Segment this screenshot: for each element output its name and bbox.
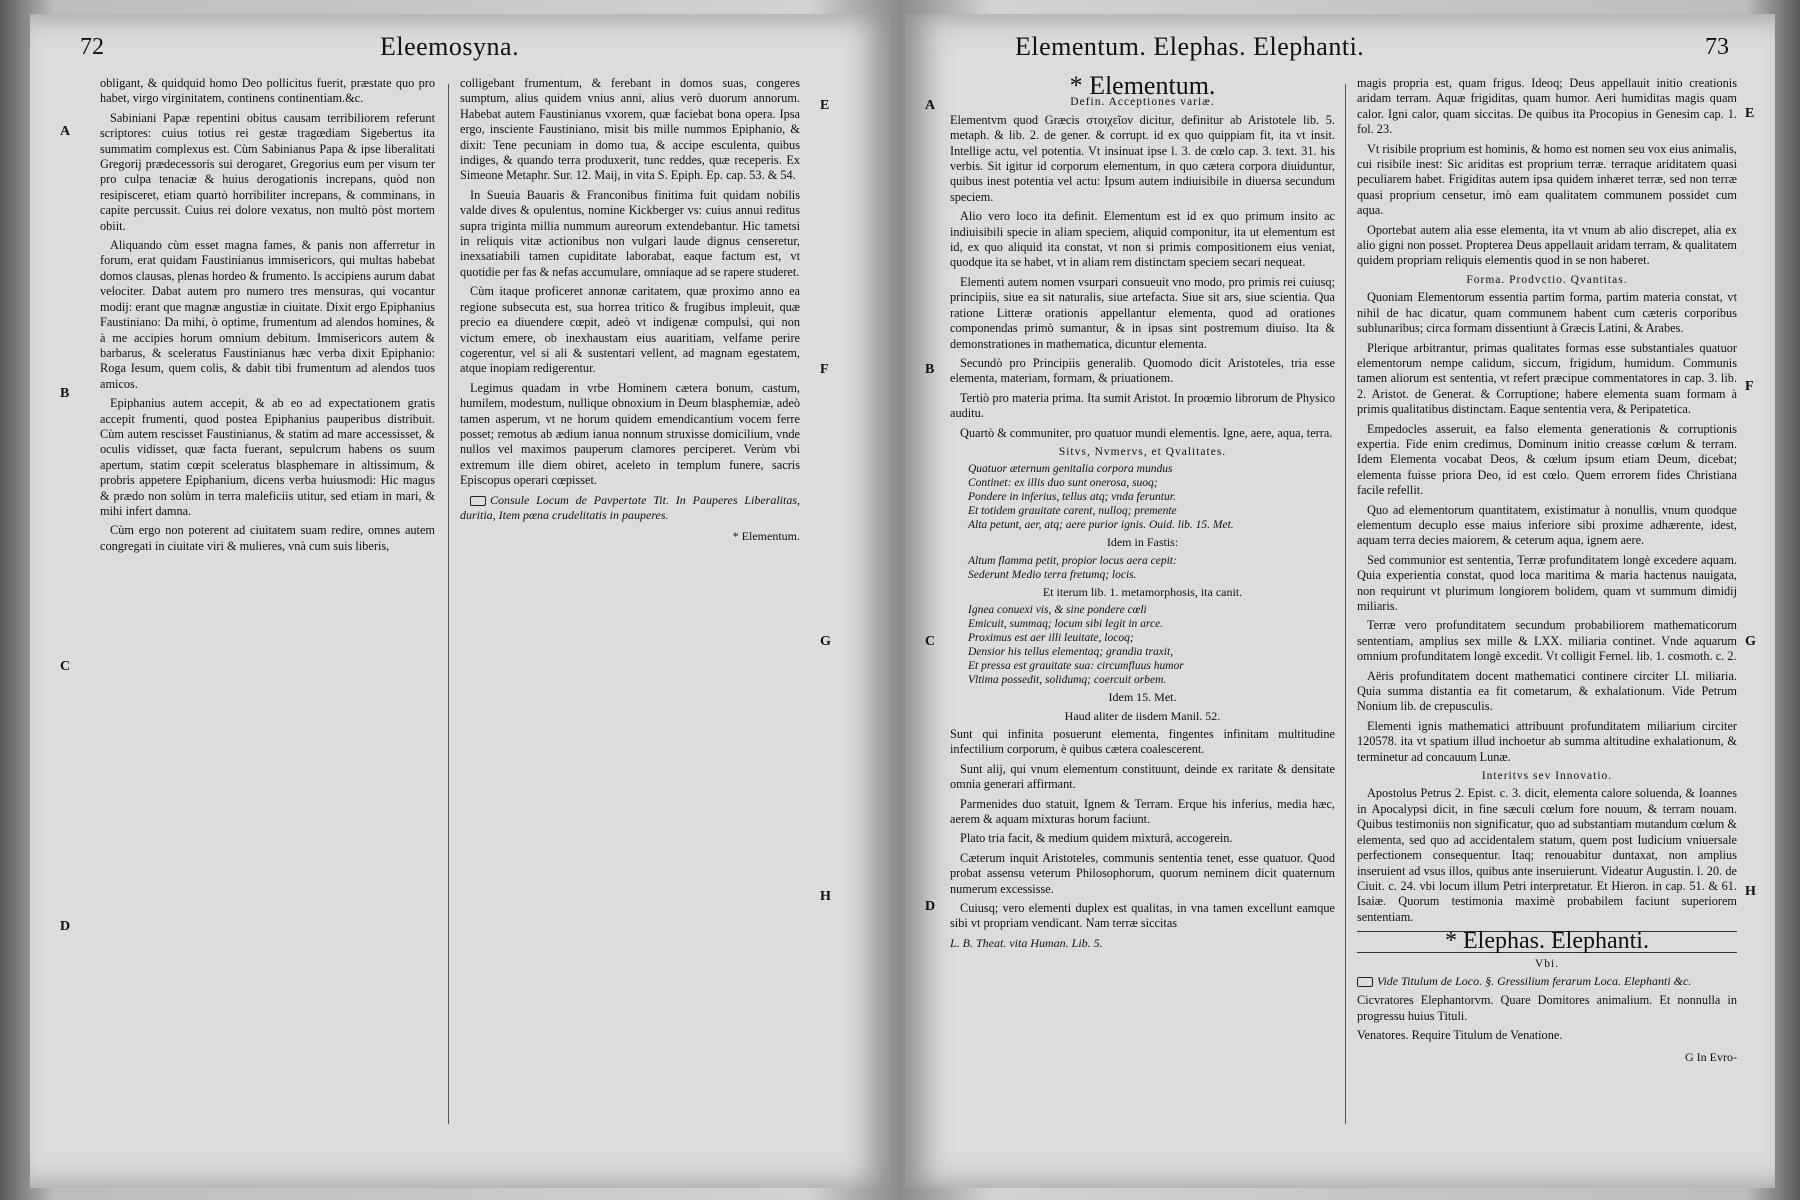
verse-line: Proximus est aer illi leuitate, locoq;: [968, 632, 1134, 645]
paragraph: Elementi ignis mathematici attribuunt profunditatem miliarium circiter 120578. ita vt spatium illud inchoetur ab summa altitudine exhalationum, & terminetur ad concauum Lunæ.: [1357, 718, 1737, 764]
left-page: [30, 14, 890, 1188]
paragraph: Plato tria facit, & medium quidem mixturâ, accogerein.: [960, 831, 1233, 846]
verse-block: [950, 603, 1335, 687]
verse-heading: Et iterum lib. 1. metamorphosis, ita canit.: [1042, 584, 1243, 599]
verse-heading: Idem 15. Met.: [1108, 690, 1177, 705]
verse-block: [950, 554, 1335, 582]
margin-letter-b: B: [60, 386, 70, 401]
verse-line: Continet: ex illis duo sunt onerosa, suoq;: [968, 477, 1158, 490]
paragraph: Alio vero loco ita definit. Elementum est id ex quo primum insito ac indiuisibili specie in aliam speciem, aliquid componitur, ita ut elementum est id, ex quo aliquid ita constat, vt non si primis compositionem eius veniat, quodque ita se habet, vt in aliam rem distinctam speciem secari nequeat.: [950, 209, 1335, 270]
paragraph: Elementvm quod Græcis στοιχεῖον dicitur, definitur ab Aristotele lib. 5. metaph. & lib. 2. de gener. & corrupt. id ex quo quippiam fit, ita vt insit. Intellige actu, vel potentia. Vt insinuat ipse l. 3. de cœlo cap. 3. text. 31. his verbis. Sit igitur id corporum elementum, in quo cætera corpora diuiduntur, quibus inest potentia vel actu: Ipsum autem indiuisibile in diuersa secundum speciem.: [950, 112, 1335, 204]
paragraph: Empedocles asseruit, ea falso elementa generationis & corruptionis expertia. Fide enim credimus, Dominum initio creasse cœlum & terram. Idem Elementa vocabat Deos, & cœlum ipsum etiam Deum, dicebat; elementa fuisse priora Deo, id est cœlo. Quem errorem fides Christiana facile refellit.: [1357, 421, 1737, 498]
left-column-2: [460, 76, 800, 1166]
subheading: Defin. Acceptiones variæ.: [1070, 96, 1215, 109]
paragraph: Parmenides duo statuit, Ignem & Terram. Erque his inferius, media hæc, aerem & aquam mixturas horum faciunt.: [950, 796, 1335, 826]
pointing-hand-icon: [470, 496, 486, 506]
margin-letter-a: A: [60, 124, 71, 139]
outer-letter-g: G: [1745, 634, 1756, 649]
page-number-right: 73: [1705, 34, 1729, 60]
verse-line: Et totidem grauitate carent, nulloq; premente: [968, 505, 1177, 518]
outer-letter-f: F: [1745, 379, 1754, 394]
paragraph: Legimus quadam in vrbe Hominem cætera bonum, castum, humilem, modestum, nullique obnoxium in Deum blasphemiæ, adeò tamen asperum, vt ne horum quidem emendicantium vocem ferre posset; remotus ab ædium ianua nonnum struxisse domicilium, vnde nullos vel maximos pauperum clamores perciperet. Verùm vbi extremum ille diem obiret, aceleto in templum funere, sacris Episcopus operari cœpisset.: [460, 380, 800, 488]
paragraph: Cicvratores Elephantorvm. Quare Domitores animalium. Et nonnulla in progressu huius Tituli.: [1357, 993, 1737, 1023]
paragraph: In Sueuia Bauaris & Franconibus finitima fuit quidam nobilis valde dives & opulentus, nomine Kickberger vs: cuius annui reditus supra triginta millia nummum aureorum extendebantur. Hic tametsi in reliquis vitæ actionibus non vulgari laude dignus censeretur, inexsatiabili tamen cupiditate laborabat, eaque factum est, vt quotidie per fas & nefas accumulare, omniaque ad se rapere studeret.: [460, 187, 800, 279]
paragraph: Epiphanius autem accepit, & ab eo ad expectationem gratis accepit frumenti, quod postea Epiphanius pauperibus distribuit. Cùm autem rescisset Faustinianus, & statim ad mare accessisset, & oculis vidisset, quæ facta fuerant, sepulcrum habens os suum apertum, statim cœpit sceleratus blasphemare in altissimum, & probris appetere Epiphanium, dicens verba huiusmodi: Hic magus & prædo non solùm in terra maleficiis utitur, sed etiam in mari, & mihi infert damna.: [100, 396, 435, 518]
section-heading-elementum: * Elementum.: [1069, 76, 1216, 100]
left-column-1: [100, 76, 435, 1166]
right-column-2: [1357, 76, 1737, 1176]
verse-heading: Haud aliter de iisdem Manil. 52.: [1064, 708, 1221, 723]
verse-line: Et pressa est grauitate sua: circumfluus humor: [968, 660, 1184, 673]
paragraph: Terræ vero profunditatem secundum probabiliorem mathematicorum sententiam, amplius sex mille & LXX. miliaria continet. Vnde aquarum omnium profunditatem longè excedit. Vt colligit Fernel. lib. 1. cosmoth. c. 2.: [1357, 618, 1737, 664]
margin-letter-c: C: [60, 659, 71, 674]
paragraph: Apostolus Petrus 2. Epist. c. 3. dicit, elementa calore soluenda, & Ioannes in Apocalypsi dicit, in fine sæculi cœlum fore nouum, & terram nouam. Quibus testimoniis non significatur, quo ad substantiam mutandum cœlum & elementa, sed quo ad accidentalem statum, quem post Iudicium vniuersale perfectionem consequentur. Itaq; renouabitur duntaxat, non amplius inseruient ad vsus illos, quibus ante inseruierunt. Videatur Augustin. l. 20. de Ciuit. c. 24. vbi locum illum Petri interpretatur. Et Hieron. in cap. 51. & 61. Isaiæ. Quorum testimonia maximè probabilem faciunt superiorem sententiam.: [1357, 786, 1737, 924]
paragraph: Elementi autem nomen vsurpari consueuit vno modo, pro primis rei cuiusq; principiis, siue ea sit naturalis, siue artefacta. Siue sit ars, siue scientia. Qua ratione Litteræ orationis appellantur elementa, quod ad orationes componendas primò sumantur, & in ipsas sint postremum diuiso. Ita & demonstrationes in mathematica, dicuntur elementa.: [950, 274, 1335, 351]
verse-line: Sederunt Medio terra fretumq; locis.: [968, 568, 1137, 581]
paragraph: Sunt qui infinita posuerunt elementa, fingentes infinitam multitudine infectilium corporum, è quibus cætera coalescerent.: [950, 726, 1335, 757]
verse-line: Densior his tellus elementaq; grandia traxit,: [968, 646, 1174, 659]
paragraph: magis propria est, quam frigus. Ideoq; Deus appellauit initio creationis aridam terram. Aquæ frigiditas, quam humor. Aeri humiditas magis quam calor. Igni calor, quam siccitas. De quibus ita Procopius in Genesim cap. 1. fol. 23.: [1357, 76, 1737, 137]
paragraph: Venatores. Require Titulum de Venatione.: [1357, 1028, 1563, 1043]
margin-letter-d: D: [925, 899, 936, 914]
outer-letter-h: H: [1745, 884, 1756, 899]
paragraph: Quo ad elementorum quantitatem, existimatur à nonullis, vnum quodque elementum decuplo esse maius inferiore sibi proxime adhærente, idest, aquam terra decies maiorem, & ceterum aqua, ignem aere.: [1357, 502, 1737, 548]
paragraph: Vt risibile proprium est hominis, & homo est nomen seu vox eius animalis, cui risibile inest: Sic ariditas est proprium terræ. terraque ariditatem quasi peculiarem habet. Frigiditas autem ipsa quidem inhæret terræ, sed non terræ quasi proprium censetur, imò eam qualitatem communem possidet cum aqua.: [1357, 141, 1737, 218]
cross-reference-note: [1357, 974, 1737, 989]
verse-line: Quatuor æternum genitalia corpora mundus: [968, 463, 1173, 476]
verse-heading: Idem in Fastis:: [1106, 535, 1179, 550]
subheading: Sitvs, Nvmervs, et Qvalitates.: [1058, 445, 1227, 458]
subheading: Forma. Prodvctio. Qvantitas.: [1466, 273, 1628, 286]
subheading: Vbi.: [1534, 957, 1560, 970]
gutter-letter-f: F: [820, 362, 829, 377]
paragraph: Cæterum inquit Aristoteles, communis sententia tenet, esse quatuor. Quod probat assensu veterum Philosophorum, quorum neminem dicit quaternum numerum excessisse.: [950, 850, 1335, 896]
paragraph: Cùm itaque proficeret annonæ caritatem, quæ proximo anno ea regione subsecuta est, sua horrea tritico & frugibus impleuit, quæ precio ea diuendere cœpit, adeò vt indigenæ compulsi, qui non victum emere, ob inexhaustam eius auaritiam, velfame perire cogerentur, vel si ali & sustentari vellent, ad magnam egestatem, atque inopiam redigerentur.: [460, 284, 800, 376]
margin-letter-a: A: [925, 98, 936, 113]
verse-line: Emicuit, summaq; locum sibi legit in arce.: [968, 618, 1164, 631]
paragraph: Plerique arbitrantur, primas qualitates formas esse substantiales quatuor elementorum nempe calidum, siccum, frigidum, humidum. Communis tamen aliorum est sententia, vt refert præcipue commentatores in cap. 3. lib. 2. Aristot. de Generat. & Corruptione; habere elementa suam formam à primis qualitatibus distinctam. Eaque sententia vera, & Peripatetica.: [1357, 340, 1737, 417]
gutter-letter-h: H: [820, 889, 831, 904]
paragraph: Sunt alij, qui vnum elementum constituunt, deinde ex raritate & densitate omnia generari affirmant.: [950, 761, 1335, 792]
right-page: [905, 14, 1775, 1188]
paragraph: Aliquando cùm esset magna fames, & panis non afferretur in forum, erat quidam Faustinianus immisericors, qui multas habebat domos clausas, plenas hordeo & frumento. Is accipiens aurum dabat velociter. Dabat autem pro numero tres mensuras, qui vocantur modij: erant que magnæ angustiæ in ciuitate. Dixit ergo Epiphanius Faustiniano: Da mihi, ò optime, frumentum ad alendos homines, & à me accipies horum omnium debitum. Immisericors autem & barbarus, & sceleratus Faustinianus hæc verba dixit Epiphanio: Roga Iesum, quem colis, & dabit tibi frumentum ad alendos tuos amicos.: [100, 238, 435, 391]
verse-block: [950, 462, 1335, 532]
cross-reference-note: [460, 493, 800, 524]
margin-letter-c: C: [925, 634, 936, 649]
verse-line: Pondere in inferius, tellus atq; vnda feruntur.: [968, 491, 1176, 504]
running-head-left: Eleemosyna.: [380, 32, 520, 61]
verse-line: Altum flamma petit, propior locus aera cepit:: [968, 554, 1177, 567]
running-head-right: Elementum. Elephas. Elephanti.: [1015, 32, 1365, 61]
paragraph: Quoniam Elementorum essentia partim forma, partim materia constat, vt nihil de hac dicatur, quam communem habent cum cæteris corporibus sublunaribus; circa formam dissentiunt à Græcis Latini, & Arabes.: [1357, 290, 1737, 336]
margin-letter-d: D: [60, 919, 71, 934]
right-column-1: [950, 76, 1335, 1176]
paragraph: Cùm ergo non poterent ad ciuitatem suam redire, omnes autem congregati in ciuitate viri & mulieres, vnà cum suis liberis,: [100, 523, 435, 553]
gutter-letter-e: E: [820, 98, 830, 113]
section-heading-elephas: * Elephas. Elephanti.: [1357, 931, 1737, 952]
subheading: Interitvs sev Innovatio.: [1481, 770, 1613, 783]
column-divider: [448, 84, 449, 1124]
paragraph: Oportebat autem alia esse elementa, ita vt vnum ab alio discrepet, alia ex alio gigni non posset. Propterea Deus appellauit aridam terram, & qualitatem quidem propriam reliquis elementis quod in se non haberet.: [1357, 222, 1737, 268]
column-divider: [1345, 84, 1346, 1124]
gutter-letter-g: G: [820, 634, 831, 649]
paragraph: Sabiniani Papæ repentini obitus causam terribiliorem referunt scriptores: cuius totius rei gestæ tragœdiam Sigebertus ita summatim complexus est. Cùm Sabinianus Papa & ipse liberalitati Gregorij prædecessoris sui derogaret, Gregorius eum per visum ter pro culpa tenaciæ & huius derogationis increpans, quòd non resipisceret, etiam quartò horribiliter increpans, & comminans, in capite percussit. Cuius rei dolore vexatus, non multò pòst mortem obiit.: [100, 110, 435, 233]
note-text: Consule Locum de Pavpertate Tit. In Pauperes Liberalitas, duritia, Item pœna crudelitatis in pauperes.: [460, 492, 800, 522]
pointing-hand-icon: [1357, 977, 1373, 987]
paragraph: Aëris profunditatem docent mathematici continere circiter LI. miliaria. Quia summa distantia ea fit cometarum, & exhalationum. Vide Petrum Nonium lib. de crepusculis.: [1357, 668, 1737, 714]
verse-line: Vltima possedit, solidumq; coercuit orbem.: [968, 674, 1167, 687]
verse-line: Ignea conuexi vis, & sine pondere cœli: [968, 604, 1147, 617]
paragraph: colligebant frumentum, & ferebant in domos suas, congeres sumptum, alius quidem vnius anni, alius verò duorum annorum. Habebat autem Faustinianus vxorem, quæ faciebat bona opera. Ipsa ergo, insciente Faustiniano, misit bis mille nummos Epiphanio, & dixit: Tene pecuniam in domo tua, & accipe esculenta, quibus indiges, & quando terra produxerit, tunc reddes, quæ receperis. Ex Simeone Metaphr. Sur. 12. Maij, in vita S. Epiph. Ep. cap. 53. & 54.: [460, 76, 800, 183]
paragraph: Cuiusq; vero elementi duplex est qualitas, in vna tamen excellunt eamque sibi vt propriam vendicant. Nam terræ siccitas: [950, 901, 1335, 931]
margin-letter-b: B: [925, 362, 935, 377]
page-number-left: 72: [80, 34, 104, 60]
catchword: * Elementum.: [732, 529, 800, 544]
catchword: G In Evro-: [1685, 1049, 1737, 1064]
paragraph: obligant, & quidquid homo Deo pollicitus fuerit, præstate quo pro habet, virgo virginitatem, continens continentiam.&c.: [100, 76, 435, 106]
paragraph: Tertiò pro materia prima. Ita sumit Aristot. In proœmio librorum de Physico auditu.: [950, 390, 1335, 421]
verse-line: Alta petunt, aer, atq; aere purior ignis. Ouid. lib. 15. Met.: [968, 519, 1234, 532]
paragraph: Sed communior est sententia, Terræ profunditatem longè excedere aquam. Quia experientia constat, quod loca maritima & maria hactenus nauigata, non requirunt vt plurimum longiorem bolidem, quam vt summum dimidij miliaris.: [1357, 552, 1737, 613]
paragraph: Secundò pro Principiis generalib. Quomodo dicit Aristoteles, tria esse elementa, materiam, formam, & priuationem.: [950, 355, 1335, 386]
paragraph: Quartò & communiter, pro quatuor mundi elementis. Igne, aere, aqua, terra.: [960, 425, 1333, 440]
note-text: Vide Titulum de Loco. §. Gressilium ferarum Loca. Elephanti &c.: [1377, 973, 1692, 988]
footnote: L. B. Theat. vita Human. Lib. 5.: [950, 935, 1103, 950]
outer-letter-e: E: [1745, 106, 1755, 121]
